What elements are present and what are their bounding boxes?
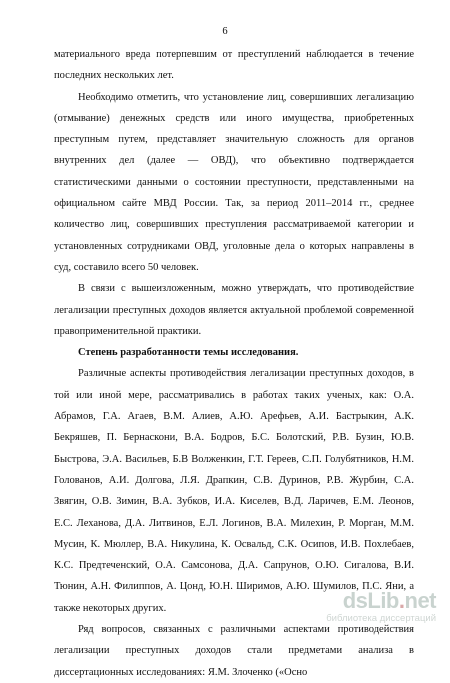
watermark-logo (286, 589, 436, 613)
paragraph-dissertations: Ряд вопросов, связанных с различными аспектами противодействия легализации преступных доходов стали предметами анализа в диссертационных исследованиях: Я.М. Злоченко («Осно (54, 624, 414, 678)
watermark (286, 589, 436, 629)
paragraph-scholars: Различные аспекты противодействия легализации преступных доходов, в той или иной мере, рассматривались в работах таких ученых, как: О.А. Абрамов, Г.А. Агаев, В.М. Алиев, А.Ю. Арефьев, А.И. Бастрыкин, А.К. Бекряшев, П. Бернаскони, В.А. Бодров, Б.С. Болотский, Р.В. Бузин, Ю.В. Быстрова, Э.А. Васильев, Б.В Волженкин, Г.Т. Гереев, С.П. Голубятников, Н.М. Голованов, А.И. Долгова, Л.Я. Драпкин, С.В. Дуринов, Р.В. Журбин, С.А. Звягин, О.В. Зимин, В.А. Зубков, И.А. Киселев, В.Д. Ларичев, Е.М. Леонов, Е.С. Леханова, Д.А. Литвинов, Е.Л. Логинов, В.А. Милехин, Р. Морган, М.М. Мусин, К. Мюллер, В.А. Никулина, К. Освальд, С.К. Осипов, И.В. Похлебаев, К.С. Предтеченский, О.А. Самсонова, Д.А. Сапрунов, О.Ю. Сигалова, В.И. Тюнин, А.Н. Филиппов, А. Цонд, Ю.Н. Ширимов, А.Ю. Шумилов, П.С. Яни, а также некоторых других. (54, 368, 414, 614)
watermark-logo-tld: net (404, 588, 436, 613)
watermark-logo-main: dsLib (342, 588, 399, 613)
paragraph-relevance: В связи с вышеизложенным, можно утверждать, что противодействие легализации преступных доходов является актуальной проблемой современной правоприменительной практики. (54, 283, 414, 337)
watermark-logo-dot: . (398, 588, 405, 613)
paragraph-continuation: материального вреда потерпевшим от преступлений наблюдается в течение последних нескольких лет. (54, 49, 414, 82)
section-heading: Степень разработанности темы исследования. (78, 347, 299, 359)
paragraph-ovd-statistics: Необходимо отметить, что установление лиц, совершивших легализацию (отмывание) денежных средств или иного имущества, приобретенных преступным путем, представляет значительную сложность для органов внутренних дел (далее — ОВД), что объективно подтверждается статистическими данными о состоянии преступности, представленными на официальном сайте МВД России. Так, за период 2011–2014 гг., среднее количество лиц, совершивших преступления рассматриваемой категории и установленных сотрудниками ОВД, уголовные дела о которых направлены в суд, составило всего 50 человек. (54, 91, 414, 273)
page-number: 6 (222, 26, 228, 37)
watermark-subtitle: библиотека диссертаций (326, 613, 436, 624)
